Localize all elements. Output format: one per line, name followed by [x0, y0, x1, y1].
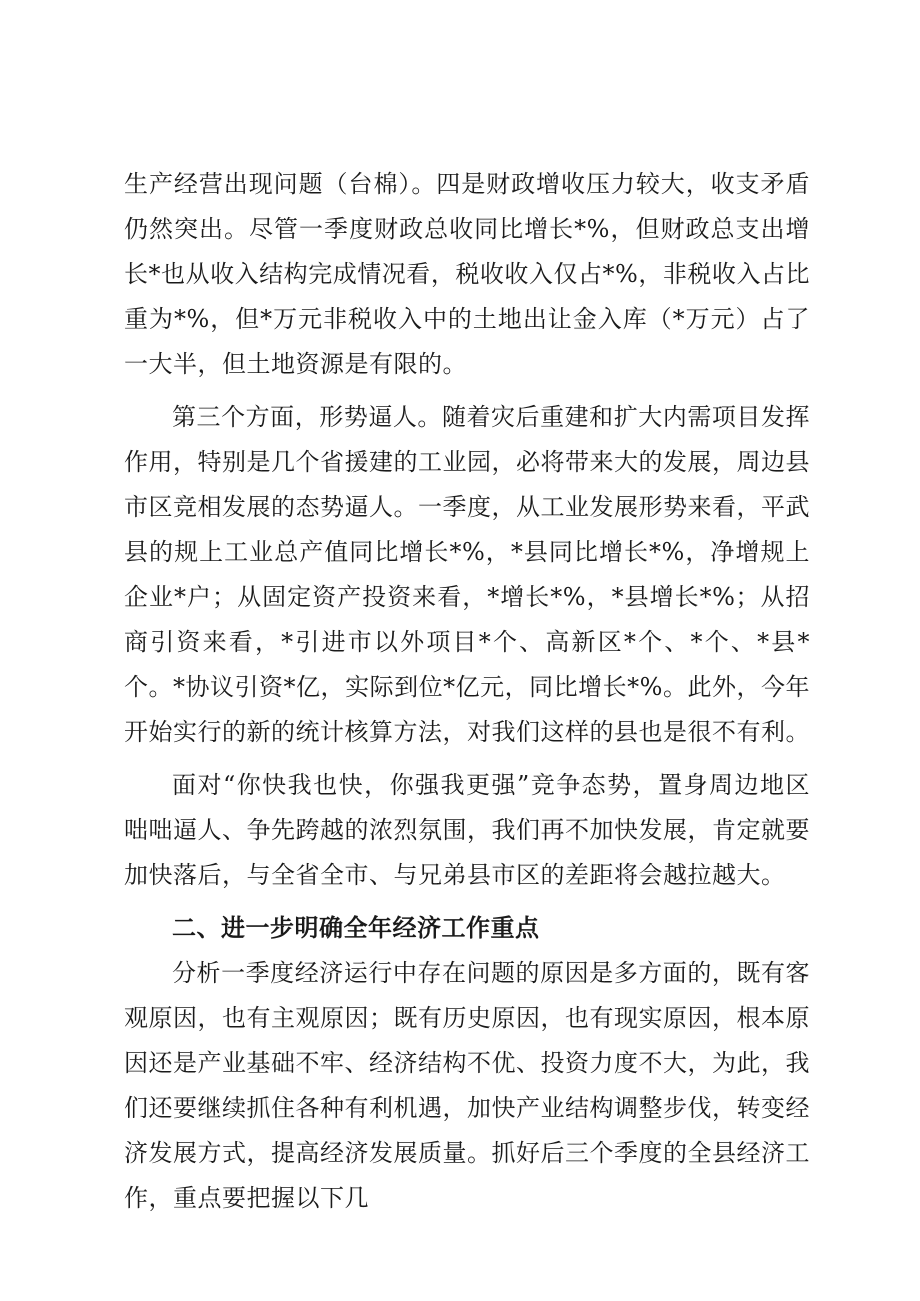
paragraph-gap	[124, 898, 810, 906]
paragraph-analysis: 分析一季度经济运行中存在问题的原因是多方面的，既有客观原因，也有主观原因；既有历史原因，也有现实原因，根本原因还是产业基础不牢、经济结构不优、投资力度不大，为此，我们还要继续抓住各种有利机遇，加快产业结构调整步伐，转变经济发展方式，提高经济发展质量。抓好后三个季度的全县经济工作，重点要把握以下几	[124, 959, 810, 1212]
paragraph-situation: 第三个方面，形势逼人。随着灾后重建和扩大内需项目发挥作用，特别是几个省援建的工业园，必将带来大的发展，周边县市区竞相发展的态势逼人。一季度，从工业发展形势来看，平武县的规上工业总产值同比增长*%，*县同比增长*%，净增规上企业*户；从固定资产投资来看，*增长*%，*县增长*%；从招商引资来看，*引进市以外项目*个、高新区*个、*个、*县*个。*协议引资*亿，实际到位*亿元，同比增长*%。此外，今年开始实行的新的统计核算方法，对我们这样的县也是很不有利。	[124, 403, 810, 746]
paragraph-competition: 面对“你快我也快，你强我更强”竞争态势，置身周边地区咄咄逼人、争先跨越的浓烈氛围，我们再不加快发展，肯定就要加快落后，与全省全市、与兄弟县市区的差距将会越拉越大。	[124, 771, 810, 889]
paragraph-fiscal-pressure: 生产经营出现问题（台棉）。四是财政增收压力较大，收支矛盾仍然突出。尽管一季度财政总收同比增长*%，但财政总支出增长*也从收入结构完成情况看，税收收入仅占*%，非税收入占比重为*%，但*万元非税收入中的土地出让金入库（*万元）占了一大半，但土地资源是有限的。	[124, 170, 810, 378]
document-body	[124, 162, 810, 1221]
paragraph-gap	[124, 387, 810, 395]
section-heading: 二、进一步明确全年经济工作重点	[172, 914, 540, 942]
paragraph-gap	[124, 755, 810, 763]
